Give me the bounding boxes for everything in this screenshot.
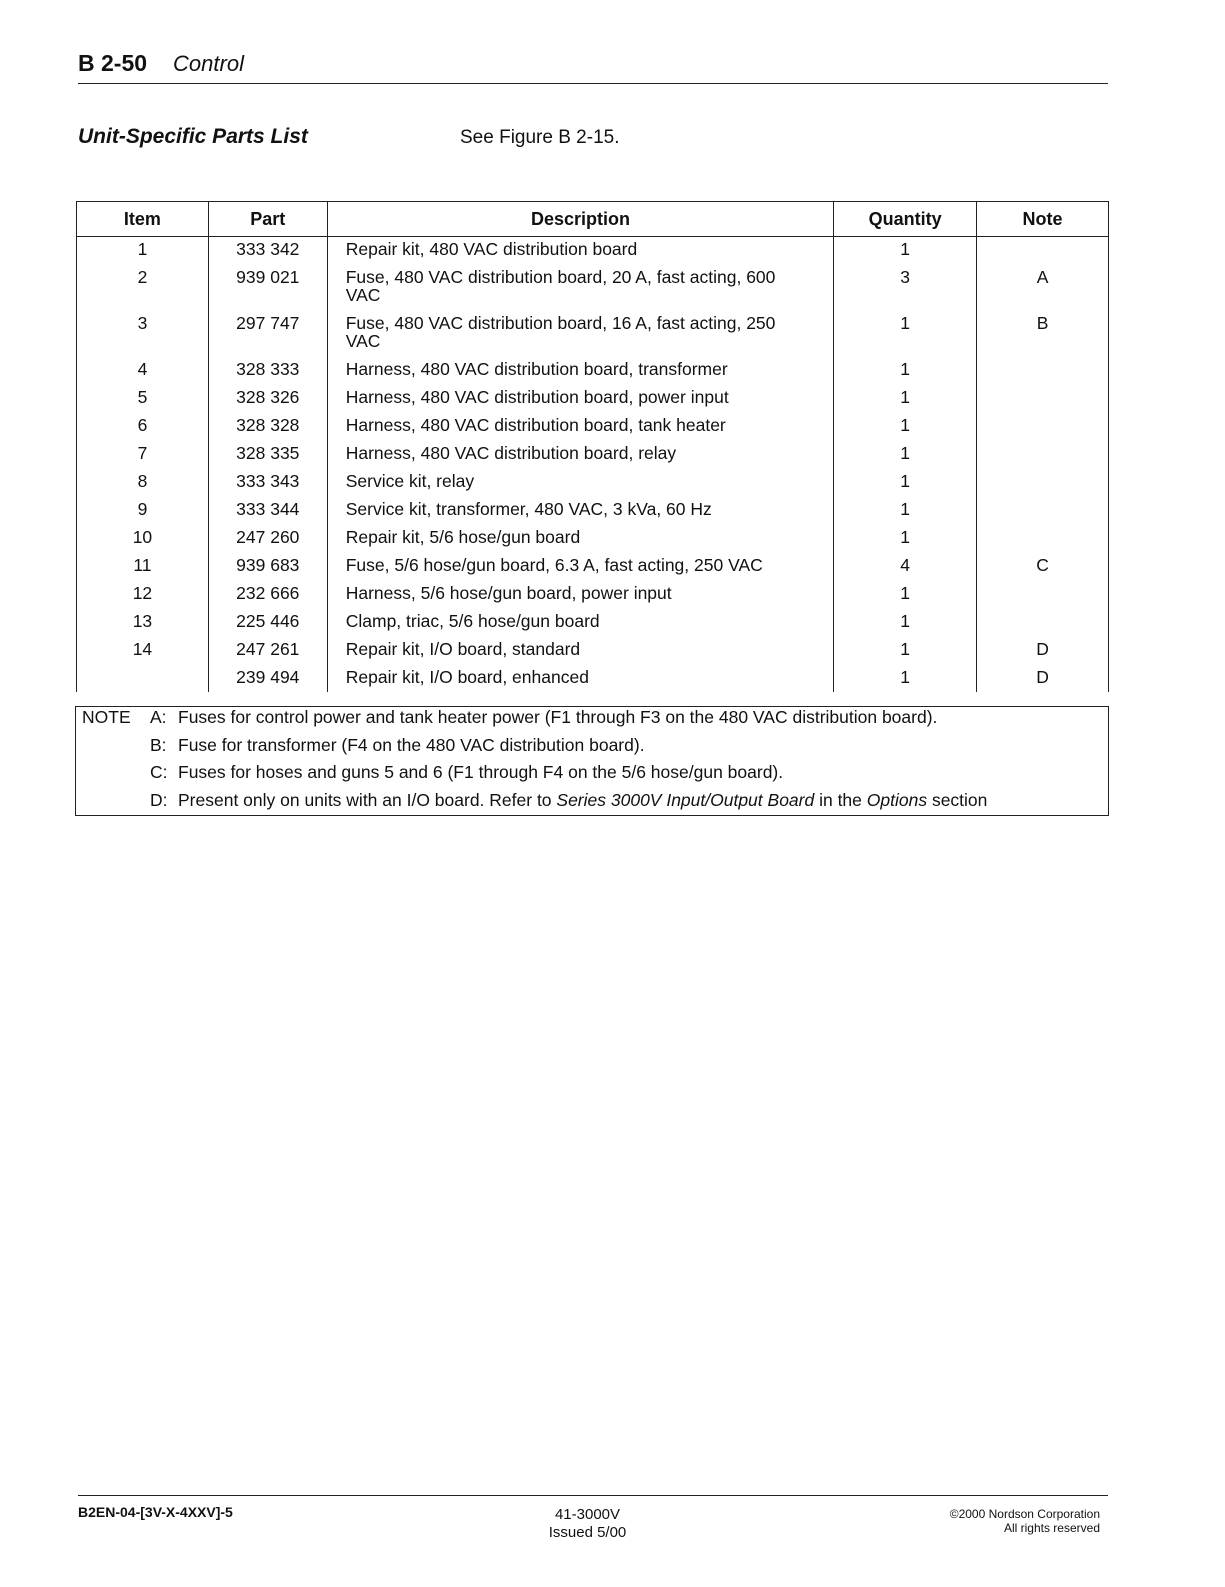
column-header-description: Description — [327, 202, 833, 237]
part-number-cell: 939 683 — [208, 552, 327, 580]
table-row — [77, 552, 1109, 580]
description-cell: Harness, 480 VAC distribution board, tank heater — [327, 412, 833, 440]
table-row — [77, 356, 1109, 384]
quantity-cell: 1 — [834, 468, 977, 496]
table-row — [77, 310, 1109, 356]
part-number-cell: 333 344 — [208, 496, 327, 524]
column-header-note: Note — [977, 202, 1109, 237]
quantity-cell: 1 — [834, 636, 977, 664]
item-cell: 1 — [77, 237, 209, 265]
note-d-ref-options: Options — [866, 790, 928, 810]
quantity-cell: 1 — [834, 310, 977, 356]
table-body — [77, 237, 1109, 693]
note-cell: D — [977, 664, 1109, 692]
parts-table — [76, 201, 1109, 692]
table-row — [77, 384, 1109, 412]
footer-copyright: ©2000 Nordson Corporation — [949, 1507, 1100, 1521]
item-cell — [77, 664, 209, 692]
quantity-cell: 1 — [834, 237, 977, 265]
page-number: B 2-50 — [78, 50, 148, 76]
note-b — [150, 735, 645, 756]
footer-rights: All rights reserved — [1003, 1521, 1100, 1535]
column-header-quantity: Quantity — [834, 202, 977, 237]
footer-manual-number: 41-3000V — [554, 1506, 621, 1523]
footer-divider — [78, 1495, 1108, 1496]
figure-reference: See Figure B 2-15. — [460, 127, 620, 148]
quantity-cell: 1 — [834, 440, 977, 468]
note-b-text: Fuse for transformer (F4 on the 480 VAC distribution board). — [178, 735, 645, 755]
note-c-text: Fuses for hoses and guns 5 and 6 (F1 through F4 on the 5/6 hose/gun board). — [178, 762, 784, 782]
item-cell: 6 — [77, 412, 209, 440]
note-cell — [977, 440, 1109, 468]
note-cell — [977, 608, 1109, 636]
quantity-cell: 1 — [834, 664, 977, 692]
column-header-item: Item — [77, 202, 209, 237]
item-cell: 13 — [77, 608, 209, 636]
note-d-ref-io-board: Series 3000V Input/Output Board — [556, 790, 815, 810]
part-number-cell: 239 494 — [208, 664, 327, 692]
section-title: Control — [173, 51, 244, 76]
note-cell — [977, 356, 1109, 384]
description-cell: Clamp, triac, 5/6 hose/gun board — [327, 608, 833, 636]
note-cell: D — [977, 636, 1109, 664]
note-cell — [977, 496, 1109, 524]
note-cell — [977, 580, 1109, 608]
note-c-key: C: — [150, 762, 168, 782]
item-cell: 12 — [77, 580, 209, 608]
parts-list-title: Unit-Specific Parts List — [78, 125, 308, 148]
item-cell: 2 — [77, 264, 209, 310]
table-row — [77, 496, 1109, 524]
item-cell: 4 — [77, 356, 209, 384]
table-row — [77, 524, 1109, 552]
description-cell: Harness, 480 VAC distribution board, power input — [327, 384, 833, 412]
item-cell: 14 — [77, 636, 209, 664]
table-row — [77, 440, 1109, 468]
quantity-cell: 1 — [834, 580, 977, 608]
description-cell: Harness, 480 VAC distribution board, transformer — [327, 356, 833, 384]
description-cell: Service kit, transformer, 480 VAC, 3 kVa, 60 Hz — [327, 496, 833, 524]
column-header-part: Part — [208, 202, 327, 237]
description-cell: Repair kit, I/O board, standard — [327, 636, 833, 664]
note-a — [150, 707, 937, 728]
footer-manual-info — [520, 1506, 655, 1542]
part-number-cell: 247 261 — [208, 636, 327, 664]
note-d — [150, 790, 987, 811]
description-cell: Service kit, relay — [327, 468, 833, 496]
quantity-cell: 1 — [834, 608, 977, 636]
description-cell: Repair kit, 5/6 hose/gun board — [327, 524, 833, 552]
description-cell: Fuse, 480 VAC distribution board, 20 A, fast acting, 600 VAC — [327, 264, 833, 310]
notes-label: NOTE — [82, 707, 131, 727]
note-c — [150, 762, 783, 783]
note-cell — [977, 237, 1109, 265]
table-row — [77, 264, 1109, 310]
note-cell: C — [977, 552, 1109, 580]
table-row — [77, 664, 1109, 692]
quantity-cell: 1 — [834, 384, 977, 412]
quantity-cell: 3 — [834, 264, 977, 310]
note-d-text-2: in the — [814, 790, 867, 810]
part-number-cell: 247 260 — [208, 524, 327, 552]
note-d-text-1: Present only on units with an I/O board. Refer to — [178, 790, 557, 810]
description-cell: Fuse, 5/6 hose/gun board, 6.3 A, fast acting, 250 VAC — [327, 552, 833, 580]
part-number-cell: 232 666 — [208, 580, 327, 608]
note-d-key: D: — [150, 790, 168, 810]
note-cell — [977, 468, 1109, 496]
note-cell — [977, 412, 1109, 440]
quantity-cell: 1 — [834, 524, 977, 552]
note-d-text-3: section — [927, 790, 988, 810]
table-row — [77, 580, 1109, 608]
quantity-cell: 1 — [834, 496, 977, 524]
note-cell: B — [977, 310, 1109, 356]
footer-copyright-block — [900, 1507, 1100, 1535]
footer-issued: Issued 5/00 — [548, 1524, 627, 1541]
part-number-cell: 328 328 — [208, 412, 327, 440]
table-row — [77, 468, 1109, 496]
note-cell — [977, 384, 1109, 412]
notes-box — [75, 706, 1109, 816]
quantity-cell: 1 — [834, 356, 977, 384]
description-cell: Harness, 5/6 hose/gun board, power input — [327, 580, 833, 608]
part-number-cell: 328 333 — [208, 356, 327, 384]
quantity-cell: 4 — [834, 552, 977, 580]
item-cell: 10 — [77, 524, 209, 552]
part-number-cell: 939 021 — [208, 264, 327, 310]
part-number-cell: 328 335 — [208, 440, 327, 468]
item-cell: 3 — [77, 310, 209, 356]
part-number-cell: 333 342 — [208, 237, 327, 265]
description-cell: Harness, 480 VAC distribution board, relay — [327, 440, 833, 468]
description-cell: Repair kit, I/O board, enhanced — [327, 664, 833, 692]
quantity-cell: 1 — [834, 412, 977, 440]
part-number-cell: 328 326 — [208, 384, 327, 412]
footer-doc-code: B2EN-04-[3V-X-4XXV]-5 — [78, 1504, 233, 1520]
note-b-key: B: — [150, 735, 167, 755]
item-cell: 5 — [77, 384, 209, 412]
item-cell: 9 — [77, 496, 209, 524]
item-cell: 11 — [77, 552, 209, 580]
note-a-key: A: — [150, 707, 167, 727]
table-row — [77, 636, 1109, 664]
item-cell: 8 — [77, 468, 209, 496]
description-cell: Fuse, 480 VAC distribution board, 16 A, fast acting, 250 VAC — [327, 310, 833, 356]
note-a-text: Fuses for control power and tank heater power (F1 through F3 on the 480 VAC distribution board). — [178, 707, 938, 727]
table-row — [77, 237, 1109, 265]
table-row — [77, 608, 1109, 636]
part-number-cell: 297 747 — [208, 310, 327, 356]
note-cell: A — [977, 264, 1109, 310]
page-header — [78, 50, 1108, 84]
part-number-cell: 333 343 — [208, 468, 327, 496]
description-cell: Repair kit, 480 VAC distribution board — [327, 237, 833, 265]
part-number-cell: 225 446 — [208, 608, 327, 636]
item-cell: 7 — [77, 440, 209, 468]
table-header-row — [77, 202, 1109, 237]
note-cell — [977, 524, 1109, 552]
table-row — [77, 412, 1109, 440]
